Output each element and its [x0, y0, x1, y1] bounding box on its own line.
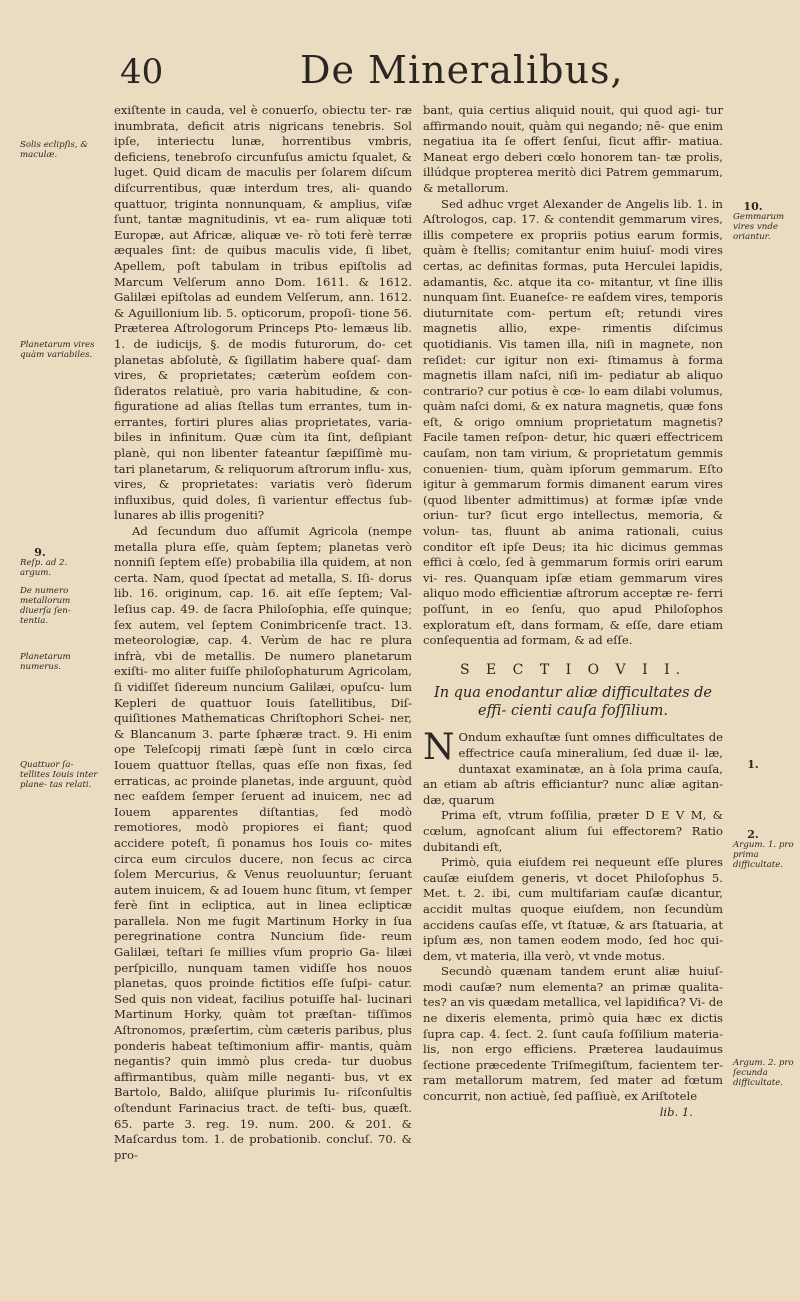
margin-note: Planetarum vires quàm variabiles. — [20, 340, 95, 360]
margin-number: 2. — [747, 828, 759, 841]
paragraph: exiſtente in cauda, vel è conuerſo, obiectu ter- ræ inumbrata, deficit atris nigricans tenebris. Sol ipſe, interiectu lunæ, horrentibus vmbris, deficiens, tenebroſo circunfuſus amictu ſqualet, & luget. Quid dicam de maculis per ſolarem diſcum diſcurrentibus, quæ interdum tres, ali- quando quattuor, triginta nonnunquam, & amplius, viſæ ſunt, tantæ magnitudinis, vt ea- rum aliquæ toti Europæ, aut Africæ, aliquæ ve- rò toti ferè terræ æquales ſint: de quibus maculis vide, ſi libet, Apellem, poſt tabulam in tribus epiſtolis ad Marcum Velſerum anno Dom. 1611. & 1612. Galilæi epiſtolas ad eundem Velſerum, ann. 1612. & Aguillonium lib. 5. opticorum, propoſi- tione 56. Præterea Aſtrologorum Princeps Pto- lemæus lib. 1. de iudicijs, §. de modis futurorum, do- cet planetas abſolutè, & ſigillatim habere quaſ- dam vires, & proprietates; cæterùm eoſdem con- ſideratos relatiuè, pro varia habitudine, & con- figuratione ad alias ſtellas tum errantes, tum in- errantes, fortiri plures alias proprietates, varia- biles in infinitum. Quæ cùm ita ſint, deſipiant planè, qui non libenter fateantur ſæpiſſimè mu- tari planetarum, & reliquorum aſtrorum influ- xus, vires, & proprietates: variatis verò ſiderum influxibus, quid doles, ſi varientur effectus ſub- lunares ab illis progeniti? — [114, 103, 412, 523]
left-column — [114, 103, 412, 1163]
margin-number: 1. — [747, 758, 759, 771]
margin-note: Argum. 2. pro ſecunda difficultate. — [733, 1058, 794, 1088]
paragraph: Secundò quænam tandem erunt aliæ huiuſ- modi cauſæ? num elementa? an primæ qualita- tes? an vis quædam metallica, vel lapidifica? Vi- de ne dixeris elementa, primò quia hæc ex dictis ſupra cap. 4. ſect. 2. ſunt cauſa foſſilium materia- lis, non ergo efficiens. Præterea laudauimus ſectione præcedente Triſmegiſtum, facientem ter- ram metallorum matrem, ſed mater ad fœtum concurrit, non actiuè, ſed paſſiuè, ex Ariſtotele — [423, 964, 723, 1104]
paragraph: N Ondum exhauſtæ ſunt omnes difficultates de effectrice cauſa mineralium, ſed duæ il- læ, duntaxat examinatæ, an à ſola prima cauſa, an etiam ab aſtris efficiantur? nunc aliæ agitan- dæ, quarum — [423, 727, 723, 807]
margin-note: 9. Reſp. ad 2. argum. — [20, 546, 68, 578]
paragraph: Primò, quia eiuſdem rei nequeunt eſſe plures cauſæ eiuſdem generis, vt docet Philoſophus 5. Met. t. 2. ibi, cum multifariam cauſæ dicantur, accidit multas quoque eiuſdem, non ſecundùm accidens cauſas eſſe, vt ſtatuæ, & ars ſtatuaria, at ipſum æs, non tamen eodem modo, ſed hoc qui- dem, vt materia, illa verò, vt vnde motus. — [423, 855, 723, 963]
margin-note: Planetarum numerus. — [20, 652, 71, 672]
margin-note: Quattuor ſa- tellites Iouis inter plane- tas relati. — [20, 760, 98, 790]
paragraph: Sed adhuc vrget Alexander de Angelis lib. 1. in Aſtrologos, cap. 17. & contendit gemmarum vires, illis competere ex propriis potius earum formis, quàm è ſtellis; comitantur enim huiuſ- modi vires certas, ac definitas formas, puta Herculei lapidis, adamantis, &c. atque ita co- mitantur, vt ſine illis nunquam ſint. Euaneſce- re eaſdem vires, temporis diuturnitate com- pertum eſt; retundi vires magnetis allio, expe- rimentis diſcimus quotidianis. Vis tamen illa, niſi in magnete, non reſidet: cur igitur non exi- ſtimamus à forma magnetis illam naſci, niſi im- pediatur ab aliquo contrario? cur potius è cœ- lo eam dilabi volumus, quàm naſci domi, & ex natura magnetis, quæ fons eſt, & origo omnium proprietatum magnetis? Facile tamen reſpon- detur, hic quæri effectricem cauſam, non tam virium, & proprietatum gemmis conuenien- tium, quàm ipſorum gemmarum. Eſto igitur à gemmarum formis dimanent earum vires (quod libenter admittimus) at formæ ipſæ vnde oriun- tur? ſicut ergo intellectus, memoria, & volun- tas, fluunt ab anima rationali, cuius conditor eſt ipſe Deus; ita hic dicimus gemmas effici à cœlo, ſed à gemmarum formis oriri earum vi- res. Quanquam ipſæ etiam gemmarum vires aliquo modo efficientiæ aſtrorum acceptæ re- ferri poſſunt, in eo ſenſu, quo apud Philoſophos exploratum eſt, dans formam, & eſſe, dare etiam conſequentia ad formam, & ad eſſe. — [423, 196, 724, 648]
running-title: De Mineralibus, — [300, 48, 624, 92]
margin-number: 10. — [743, 200, 763, 213]
margin-note — [733, 760, 795, 770]
margin-note: 2. Argum. 1. pro prima difficultate. — [733, 828, 794, 870]
section-subtitle: In qua enodantur aliæ difficultates de effi- cienti cauſa foſſilium. — [433, 685, 713, 720]
margin-number: 9. — [34, 546, 46, 559]
section-heading: S E C T I O V I I. — [459, 661, 687, 678]
paragraph: Ad ſecundum duo aſſumit Agricola (nempe metalla plura eſſe, quàm ſeptem; planetas verò nonniſi ſeptem eſſe) probabilia illa quidem, at non certa. Nam, quod ſpectat ad metalla, S. Iſi- dorus lib. 16. originum, cap. 16. ait eſſe ſeptem; Val- leſius cap. 49. de ſacra Philoſophia, eſſe quinque; ſex autem, vel ſeptem Conimbricenſe tract. 13. meteorologiæ, cap. 4. Verùm de hac re plura infrà, vbi de metallis. De numero planetarum exiſti- mo aliter fuiſſe philoſophaturum Agricolam, ſi vidiſſet ſidereum nuncium Galilæi, opuſcu- lum Kepleri de quattuor Iouis ſatellitibus, Diſ- quiſitiones Mathematicas Chriſtophori Schei- ner, & Blancanum 3. parte ſphæræ tract. 9. Hi enim ope Teleſcopij rimati ſæpè ſunt in cœlo circa Iouem quattuor ſtellas, quas eſſe non fixas, ſed erraticas, ac proinde planetas, inde arguunt, quòd nec eaſdem ſemper ſeruent ad inuicem, nec ad Iouem apparentes diſtantias, ſed modò remotiores, modò propiores ei fiant; quod accidere poteſt, ſi ponamus hos Iouis co- mites circa eum circulos ducere, non ſecus ac circa ſolem Mercurius, & Venus reuoluuntur; ſeruant autem inuicem, & ad Iouem hunc ſitum, vt ſemper ferè ſint in ecliptica, aut in linea eclipticæ parallela. Non me fugit Martinum Horky in ſua peregrinatione contra Nuncium ſide- reum Galilæi, teſtari ſe millies vſum proprio Ga- lilæi perſpicillo, nunquam tamen vidiſſe hos nouos planetas, quos proinde fictitios eſſe ſuſpi- catur. Sed quis non videat, facilius potuiſſe hal- lucinari Martinum Horky, quàm tot præſtan- tiſſimos Aſtronomos, præſertim, cùm cæteris paribus, plus ponderis habeat teſtimonium affir- mantis, quàm negantis? quin immò plus creda- tur duobus affirmantibus, quàm mille neganti- bus, vt ex Bartolo, Baldo, aliiſque plurimis Iu- riſconſultis oſtendunt Farinacius tract. de teſti- bus, quæſt. 65. parte 3. reg. 19. num. 200. & 201. & Maſcardus tom. 1. de probationib. concluſ. 70. & pro- — [114, 524, 412, 1162]
margin-note: Solis eclipſis, & maculæ. — [20, 140, 89, 160]
margin-note: 10. Gemmarum vires vnde oriantur. — [733, 200, 785, 242]
page-footer-catchword: lib. 1. — [659, 1104, 693, 1119]
paragraph: bant, quia certius aliquid nouit, qui quod agi- tur affirmando nouit, quàm qui negando; nē- que enim negatiua ita ſe offert ſenſui, ſicut affir- matiua. Maneat ergo deberi cœlo honorem tan- tæ prolis, illúdque propterea meritò dici Patrem gemmarum, & metallorum. — [423, 103, 723, 195]
drop-cap: N — [423, 727, 455, 769]
margin-note: De numero metallorum diuerſa ſen- tentia. — [20, 586, 71, 626]
page-header — [110, 48, 730, 98]
page-number: 40 — [120, 52, 164, 92]
right-column — [423, 103, 723, 1120]
paragraph: Prima eſt, vtrum foſſilia, præter D E V M, & cœlum, agnoſcant alium ſui effectorem? Ratio dubitandi eſt, — [423, 808, 723, 854]
